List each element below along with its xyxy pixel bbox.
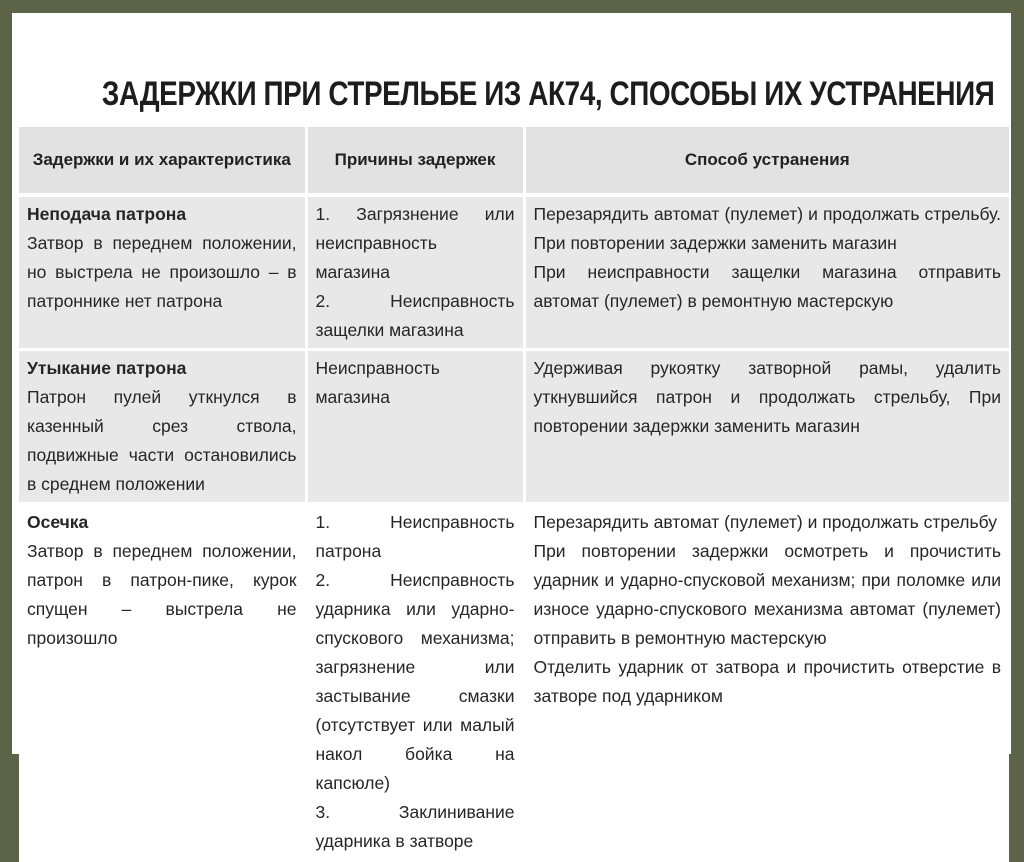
header-remedy: Способ устранения bbox=[524, 127, 1009, 195]
delays-table bbox=[19, 127, 1009, 862]
page-title: ЗАДЕРЖКИ ПРИ СТРЕЛЬБЕ ИЗ АК74, СПОСОБЫ ИХ УСТРАНЕНИЯ bbox=[101, 75, 995, 113]
table-row bbox=[19, 504, 1009, 861]
causes-cell bbox=[306, 195, 524, 350]
remedy-cell bbox=[524, 195, 1009, 350]
delay-description: Затвор в переднем положении, но выстрела не произошло – в патроннике нет патрона bbox=[27, 233, 297, 311]
delay-title: Неподача патрона bbox=[27, 204, 187, 224]
header-delays: Задержки и их характеристика bbox=[19, 127, 306, 195]
delay-description: Патрон пулей уткнулся в казенный срез ствола, подвижные части остановились в среднем положении bbox=[27, 387, 297, 494]
cause-item: Неисправность магазина bbox=[315, 358, 440, 407]
delay-cell bbox=[19, 504, 306, 861]
remedy-item: При неисправности защелки магазина отправить автомат (пулемет) в ремонтную мастерскую bbox=[533, 262, 1001, 311]
cause-item: 2. Неисправность защелки магазина bbox=[315, 291, 515, 340]
delay-description: Затвор в переднем положении, патрон в патрон-пике, курок спущен – выстрела не произошло bbox=[27, 541, 297, 648]
delay-title: Осечка bbox=[27, 512, 89, 532]
causes-cell bbox=[306, 350, 524, 504]
header-causes: Причины задержек bbox=[306, 127, 524, 195]
cause-item: 1. Загрязнение или неисправность магазина bbox=[315, 204, 515, 282]
remedy-cell bbox=[524, 504, 1009, 861]
cause-item: 1. Неисправность патрона bbox=[315, 512, 515, 561]
cause-item: 3. Заклинивание ударника в затворе bbox=[315, 802, 515, 851]
remedy-cell bbox=[524, 350, 1009, 504]
remedy-item: Удерживая рукоятку затворной рамы, удалить уткнувшийся патрон и продолжать стрельбу, При повторении задержки заменить магазин bbox=[533, 358, 1001, 436]
delay-cell bbox=[19, 350, 306, 504]
slide-frame bbox=[12, 13, 1011, 851]
remedy-item: Перезарядить автомат (пулемет) и продолжать стрельбу. При повторении задержки заменить магазин bbox=[533, 204, 1001, 253]
cause-item: 2. Неисправность ударника или ударно-спускового механизма; загрязнение или застывание смазки (отсутствует или малый накол бойка на капсюле) bbox=[315, 570, 515, 793]
table-row bbox=[19, 350, 1009, 504]
remedy-item: Отделить ударник от затвора и прочистить отверстие в затворе под ударником bbox=[533, 657, 1001, 706]
remedy-item: Перезарядить автомат (пулемет) и продолжать стрельбу bbox=[533, 512, 997, 532]
table-row bbox=[19, 195, 1009, 350]
delay-cell bbox=[19, 195, 306, 350]
causes-cell bbox=[306, 504, 524, 861]
remedy-item: При повторении задержки осмотреть и прочистить ударник и ударно-спусковой механизм; при поломке или износе ударно-спускового механизма автомат (пулемет) отправить в ремонтную мастерскую bbox=[533, 541, 1001, 648]
delay-title: Утыкание патрона bbox=[27, 358, 187, 378]
table-header-row bbox=[19, 127, 1009, 195]
